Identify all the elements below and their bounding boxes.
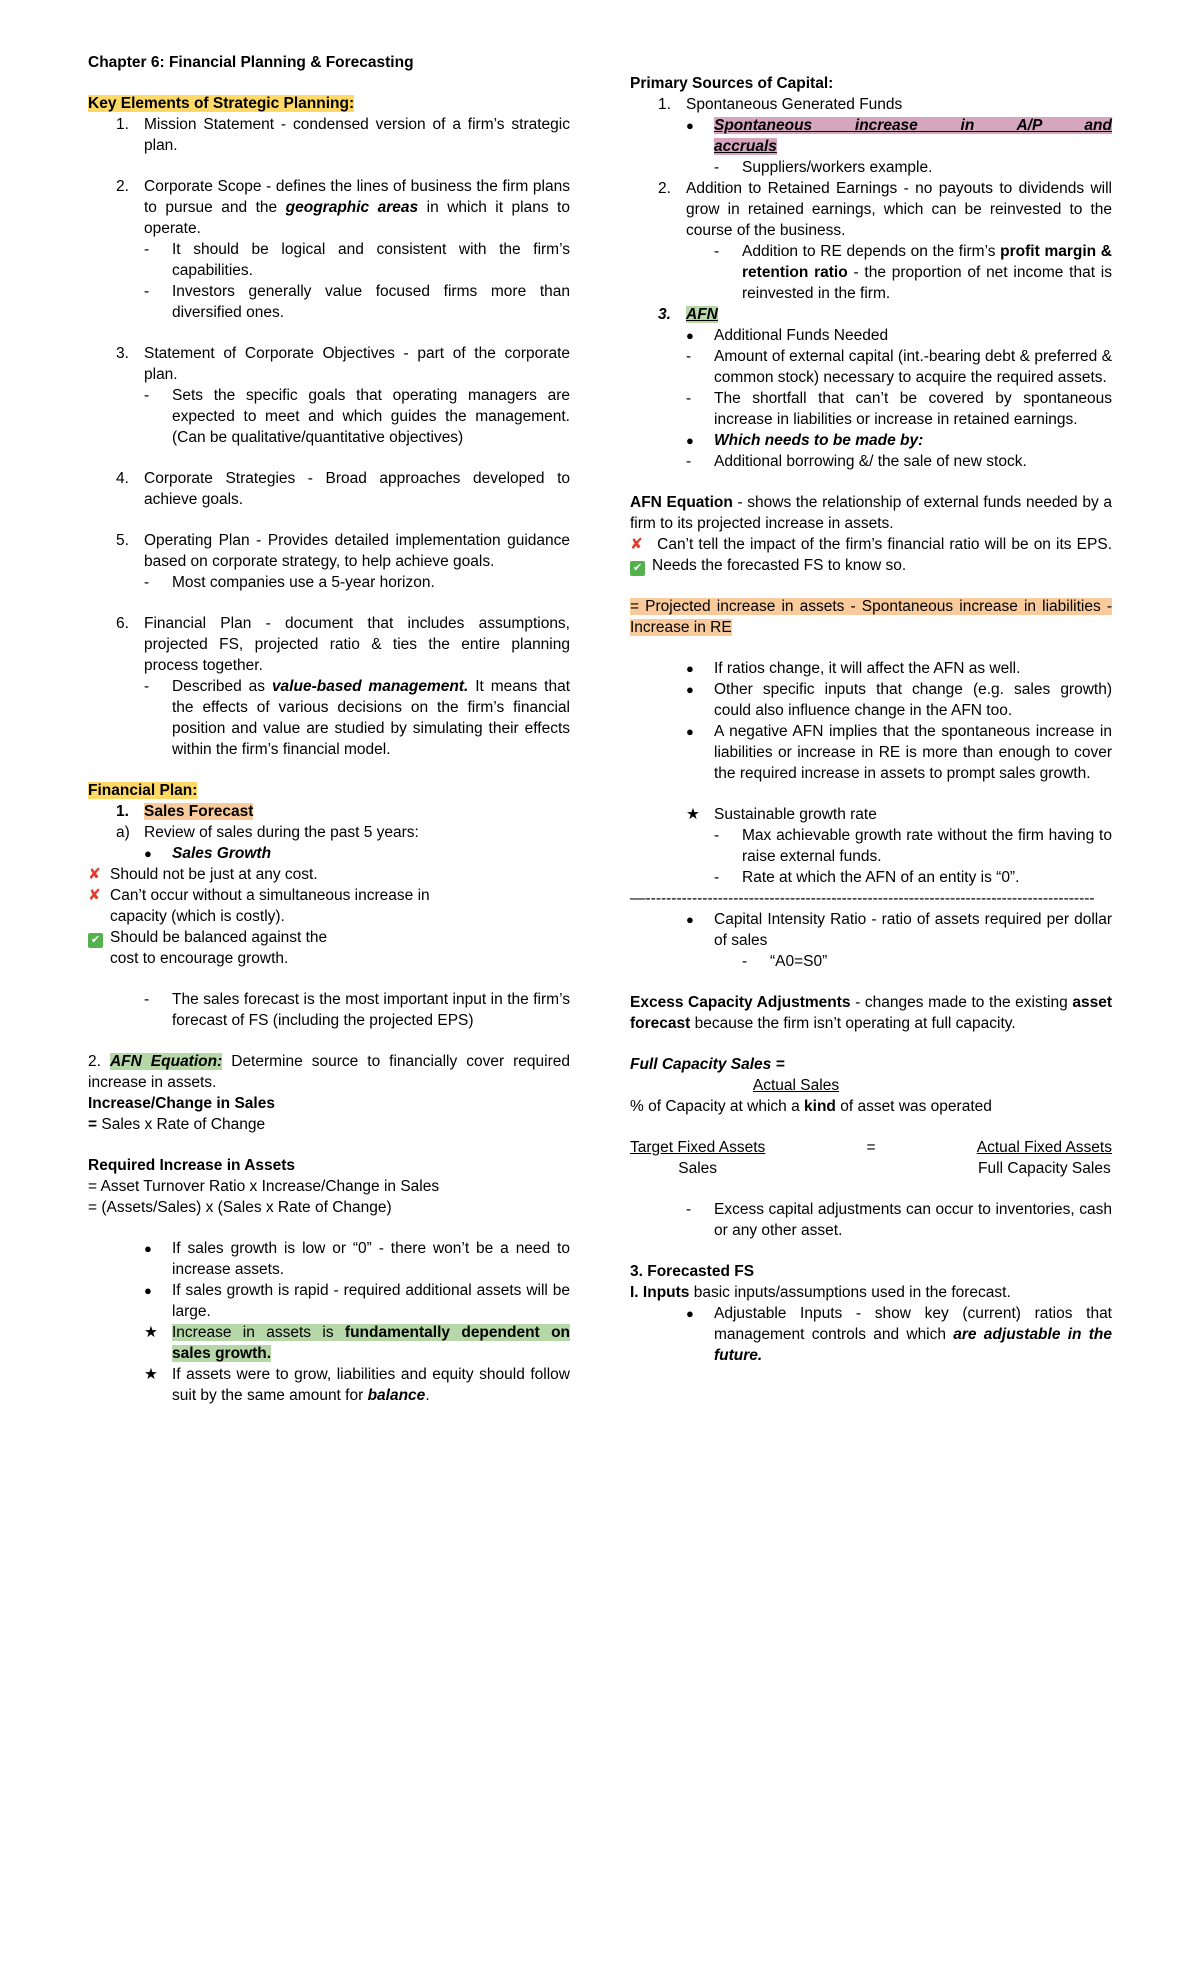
number-marker: 2. [658,180,671,197]
text: Addition to RE depends on the firm’s [742,243,1001,260]
text: Sales Growth [172,845,272,862]
text: Additional borrowing &/ the sale of new stock. [714,453,1027,470]
highlighted-text: Spontaneous increase in A/P and [714,117,1112,134]
text: “A0=S0” [770,953,828,970]
check-icon [88,927,110,948]
list-item-text [770,951,1112,972]
list-item [88,613,570,676]
list-item [88,281,570,323]
left-column [88,52,570,1406]
list-item [88,1322,570,1364]
highlighted-text: accruals [714,138,777,155]
text: Can’t tell the impact of the firm’s financial ratio will be on its EPS. [652,536,1112,553]
x-icon: ✘ [630,536,643,553]
paragraph [630,1096,1112,1117]
x-icon: ✘ [88,866,101,883]
highlighted-text: fundamentally dependent on sales growth. [172,1324,570,1362]
text: A negative AFN implies that the spontaneous increase in liabilities or increase in RE is more than enough to cover the required increase in assets to prompt sales growth. [714,723,1112,782]
dash-marker: - [714,869,720,886]
number-marker: 2. [116,178,129,195]
text: Actual Sales [752,1077,840,1094]
text: Corporate Strategies - Broad approaches developed to achieve goals. [144,470,570,508]
list-item-text [144,114,570,156]
list-item-text [686,304,1112,325]
list-item-text [714,325,1112,346]
text: Needs the forecasted FS to know so. [652,557,907,574]
list-item-text [172,281,570,323]
bullet-marker: ● [686,1306,694,1321]
list-item [88,801,570,822]
text: 2. [88,1053,110,1070]
text: Statement of Corporate Objectives - part of the corporate plan. [144,345,570,383]
text: Most companies use a 5-year horizon. [172,574,435,591]
list-item [88,1280,570,1322]
list-item [630,867,1112,888]
list-item [630,804,1112,825]
text: Chapter 6: Financial Planning & Forecasting [88,54,414,71]
paragraph [88,1197,570,1218]
fraction-right [977,1137,1112,1179]
number-marker: 1. [116,803,129,820]
fixed-assets-equation [630,1137,1112,1179]
list-item-text [172,385,570,448]
text: Other specific inputs that change (e.g. sales growth) could also influence change in the AFN too. [714,681,1112,719]
list-item-text [172,1322,570,1364]
text: —--------------------------------------------------------------------------------------- [630,890,1095,907]
bullet-marker: ● [686,682,694,697]
list-item [88,1364,570,1406]
text: Adjustable Inputs - show key (current) ratios that management controls and which [714,1305,1112,1343]
text: Review of sales during the past 5 years: [144,824,419,841]
x-icon: ✘ [88,887,101,904]
paragraph [88,927,570,969]
text: . [425,1387,430,1404]
bullet-marker: ● [144,1241,152,1256]
star-marker: ★ [144,1366,158,1383]
text: % of Capacity at which a [630,1098,805,1115]
paragraph [88,1114,570,1135]
text: are adjustable in the future. [714,1326,1112,1364]
denominator: Full Capacity Sales [978,1160,1111,1177]
number-marker: 1. [658,96,671,113]
text: Max achievable growth rate without the firm having to raise external funds. [742,827,1112,865]
text: because the firm isn’t operating at full capacity. [690,1015,1016,1032]
text: Additional Funds Needed [714,327,889,344]
paragraph [88,864,570,885]
text: - shows the relationship of external funds needed by a firm to its projected increase in assets. [630,494,1112,532]
list-item [88,468,570,510]
check-icon [630,555,652,576]
list-item-text [144,468,570,510]
bullet-marker: ● [686,724,694,739]
text: - changes made to the existing [850,994,1073,1011]
list-item-text [714,658,1112,679]
text: It means that the effects of various decisions on the firm’s financial position and value are studied by simulating their effects within the firm’s financial model. [172,678,570,758]
text: If assets were to grow, liabilities and equity should follow suit by the same amount for [172,1366,570,1404]
bullet-marker: ● [144,846,152,861]
list-item [88,822,570,843]
text: cost to encourage growth. [110,950,289,967]
list-item-text [144,530,570,572]
text: Primary Sources of Capital: [630,75,834,92]
dash-marker: - [686,390,692,407]
heading-financial-plan [88,780,570,801]
text: Sustainable growth rate [714,806,877,823]
check-glyph: ✔ [88,933,103,948]
dash-marker: - [144,241,150,258]
paragraph [630,1282,1112,1303]
paragraph [630,1054,1112,1075]
dash-marker: - [144,991,150,1008]
text: Sales x Rate of Change [101,1116,266,1133]
text: Financial Plan - document that includes assumptions, projected FS, projected ratio & ties the entire planning process together. [144,615,570,674]
highlighted-text: Key Elements of Strategic Planning: [88,95,355,112]
afn-equation-highlight [630,596,1112,638]
text: Rate at which the AFN of an entity is “0”. [742,869,1020,886]
text: geographic areas [285,199,419,216]
text: Sets the specific goals that operating managers are expected to meet and which guides the management. (Can be qualitative/quantitative objectives) [172,387,570,446]
list-item-text [742,241,1112,304]
text: value-based management. [271,678,469,695]
list-item [630,388,1112,430]
list-item-text [144,176,570,239]
dash-marker: - [144,678,150,695]
list-item-text [714,451,1112,472]
list-item [630,241,1112,304]
list-item-text [144,343,570,385]
dash-marker: - [686,453,692,470]
text: Determine source to financially cover required increase in assets. [88,1053,571,1091]
list-item [88,239,570,281]
text: Full Capacity Sales = [630,1056,785,1073]
list-item [88,572,570,593]
list-item-text [714,804,1112,825]
list-item-text [144,822,570,843]
number-marker: 4. [116,470,129,487]
list-item-text [714,1199,1112,1241]
list-item [630,115,1112,157]
list-item [630,909,1112,951]
right-column [630,73,1112,1406]
text: Can’t occur without a simultaneous increase in [110,887,430,904]
list-item-text [714,346,1112,388]
list-item [88,1238,570,1280]
denominator: Sales [678,1160,718,1177]
list-item-text [742,867,1112,888]
list-item [88,114,570,156]
text: Suppliers/workers example. [742,159,933,176]
star-marker: ★ [144,1324,158,1341]
list-item [630,658,1112,679]
list-item-text [172,239,570,281]
text: of asset was operated [835,1098,992,1115]
dash-marker: - [686,1201,692,1218]
list-item-text [686,178,1112,241]
dash-marker: - [742,953,748,970]
list-item [88,343,570,385]
list-item [630,951,1112,972]
list-item-text [714,909,1112,951]
highlighted-text: Increase in assets is [172,1324,345,1341]
list-item-text [172,989,570,1031]
bullet-marker: ● [686,328,694,343]
list-item [630,1303,1112,1366]
text: - the proportion of net income that is reinvested in the firm. [742,264,1112,302]
paragraph [630,992,1112,1034]
dash-marker: - [686,348,692,365]
text: capacity (which is costly). [110,908,285,925]
text: Addition to Retained Earnings - no payouts to dividends will grow in retained earnings, which can be reinvested to the course of the business. [686,180,1112,239]
text: Excess Capacity Adjustments [630,994,851,1011]
list-item-text [172,572,570,593]
list-item [630,325,1112,346]
text: Spontaneous Generated Funds [686,96,903,113]
highlighted-text: = Projected increase in assets - Spontaneous increase in liabilities - Increase in RE [630,598,1112,636]
text: balance [367,1387,426,1404]
paragraph [88,1155,570,1176]
list-item [630,178,1112,241]
highlighted-text: AFN [686,306,718,323]
dash-marker: - [714,243,720,260]
text: The shortfall that can’t be covered by spontaneous increase in liabilities or increase in retained earnings. [714,390,1112,428]
text: 3. Forecasted FS [630,1263,755,1280]
text: = [88,1116,102,1133]
paragraph [630,1261,1112,1282]
fraction-numerator [630,1075,1112,1096]
number-marker: 3. [116,345,129,362]
fraction-left [630,1137,765,1179]
number-marker: 1. [116,116,129,133]
dash-marker: - [144,574,150,591]
star-marker: ★ [686,806,700,823]
list-item-text [172,1364,570,1406]
heading-key-elements [88,93,570,114]
paragraph [88,1051,570,1093]
text: = Asset Turnover Ratio x Increase/Change in Sales [88,1178,440,1195]
list-item-text [714,388,1112,430]
paragraph [630,492,1112,534]
list-item [630,1199,1112,1241]
paragraph [88,1093,570,1114]
list-item-text [742,825,1112,867]
list-item-text [172,1238,570,1280]
text: Corporate Scope - defines the lines of business the firm plans to pursue and the [144,178,570,216]
text: in which it plans to operate. [144,199,570,237]
list-item-text [172,676,570,760]
paragraph [88,885,570,927]
text: Operating Plan - Provides detailed implementation guidance based on corporate strategy, to help achieve goals. [144,532,570,570]
list-item-text [742,157,1112,178]
list-item [630,430,1112,451]
text: asset forecast [630,994,1112,1032]
text: kind [804,1098,836,1115]
text: AFN Equation [630,494,733,511]
text: Required Increase in Assets [88,1157,296,1174]
equals-sign: = [866,1139,876,1156]
text: Capital Intensity Ratio - ratio of assets required per dollar of sales [714,911,1112,949]
paragraph [630,534,1112,576]
text: If sales growth is rapid - required additional assets will be large. [172,1282,570,1320]
text: Mission Statement - condensed version of a firm’s strategic plan. [144,116,570,154]
text: profit margin & retention ratio [742,243,1112,281]
numerator: Actual Fixed Assets [976,1139,1112,1156]
bullet-marker: ● [686,118,694,133]
divider [630,888,1112,909]
list-item [88,385,570,448]
list-item [630,679,1112,721]
check-glyph: ✔ [630,561,645,576]
text: Investors generally value focused firms more than diversified ones. [172,283,570,321]
list-item-text [714,1303,1112,1366]
list-item-text [714,679,1112,721]
number-marker: 3. [658,306,671,323]
list-item [630,94,1112,115]
list-item [630,304,1112,325]
list-item-text [714,115,1112,157]
list-item [630,825,1112,867]
number-marker: 6. [116,615,129,632]
list-item-text [714,430,1112,451]
highlighted-text: AFN Equation: [109,1053,223,1070]
list-item [630,451,1112,472]
text: Amount of external capital (int.-bearing debt & preferred & common stock) necessary to acquire the required assets. [714,348,1112,386]
text: If sales growth is low or “0” - there won’t be a need to increase assets. [172,1240,570,1278]
list-item [88,676,570,760]
list-item [88,176,570,239]
list-item [88,843,570,864]
list-item-text [172,1280,570,1322]
list-item-text [144,613,570,676]
list-item-text [714,721,1112,784]
text: basic inputs/assumptions used in the forecast. [689,1284,1011,1301]
bullet-marker: ● [144,1283,152,1298]
dash-marker: - [714,159,720,176]
text: Should not be just at any cost. [110,866,318,883]
heading-primary-sources [630,73,1112,94]
text: = (Assets/Sales) x (Sales x Rate of Change) [88,1199,392,1216]
list-item-text [172,843,570,864]
text: If ratios change, it will affect the AFN as well. [714,660,1021,677]
dash-marker: - [144,387,150,404]
text: It should be logical and consistent with the firm’s capabilities. [172,241,570,279]
text: The sales forecast is the most important input in the firm’s forecast of FS (including the projected EPS) [172,991,570,1029]
text: Should be balanced against the [110,929,328,946]
numerator: Target Fixed Assets [630,1139,766,1156]
list-item [88,989,570,1031]
list-item-text [144,801,570,822]
list-item [630,346,1112,388]
text: I. Inputs [630,1284,690,1301]
bullet-marker: ● [686,433,694,448]
list-item [630,157,1112,178]
text: Excess capital adjustments can occur to inventories, cash or any other asset. [714,1201,1112,1239]
doc-title [88,52,570,73]
list-item [88,530,570,572]
bullet-marker: ● [686,661,694,676]
list-item-text [686,94,1112,115]
highlighted-text: Sales Forecast [144,803,254,820]
dash-marker: - [714,827,720,844]
paragraph [88,1176,570,1197]
dash-marker: - [144,283,150,300]
list-item [630,721,1112,784]
highlighted-text: Financial Plan: [88,782,198,799]
text: Increase/Change in Sales [88,1095,275,1112]
bullet-marker: ● [686,912,694,927]
text: Described as [172,678,272,695]
letter-marker: a) [116,824,130,841]
number-marker: 5. [116,532,129,549]
text: Which needs to be made by: [714,432,924,449]
